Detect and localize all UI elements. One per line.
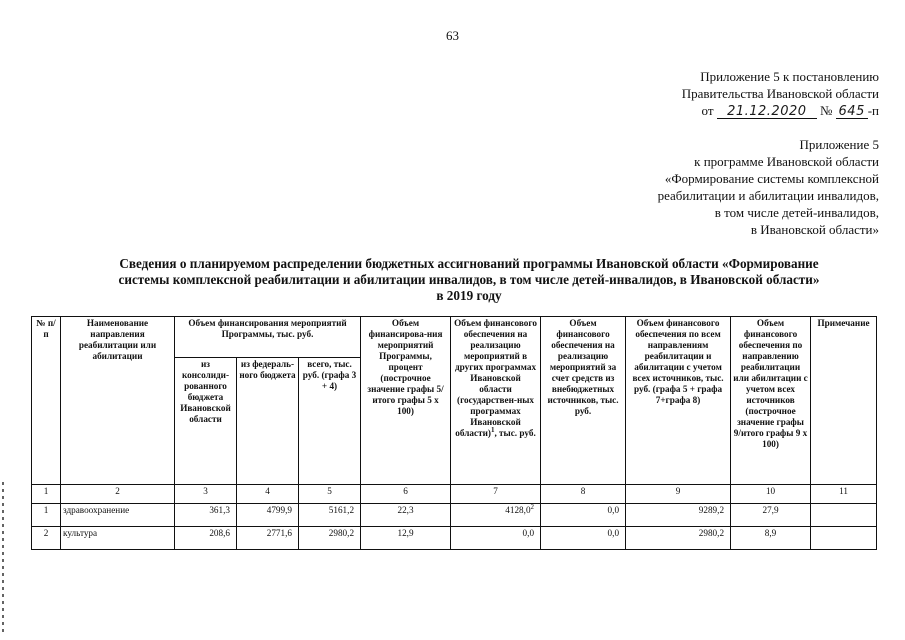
column-number: 3 — [175, 485, 237, 504]
cell-regional-budget: 208,6 — [175, 527, 237, 550]
column-number: 7 — [451, 485, 541, 504]
table-row — [32, 504, 877, 527]
cell-note — [811, 527, 877, 550]
annex-line: в том числе детей-инвалидов, — [714, 205, 879, 220]
row-direction-name: здравоохранение — [61, 504, 175, 527]
number-sign: № — [820, 103, 833, 118]
table-row — [32, 527, 877, 550]
annex-line: в Ивановской области» — [750, 222, 879, 237]
title-line: системы комплексной реабилитации и абилитации инвалидов, в том числе детей-инвалидов, в Ивановской области» — [118, 272, 820, 287]
column-number-row — [32, 485, 877, 504]
column-number: 5 — [299, 485, 361, 504]
title-line: Сведения о планируемом распределении бюджетных ассигнований программы Ивановской области «Формирование — [119, 256, 819, 271]
annex-resolution-reference — [682, 68, 879, 119]
scan-edge-mark — [2, 482, 4, 632]
handwritten-date: 21.12.2020 — [717, 105, 817, 119]
header-regional-budget: из консолиди-рованного бюджета Ивановской области — [175, 358, 237, 485]
cell-total: 2980,2 — [299, 527, 361, 550]
header-program-funding: Объем финансирования мероприятий Программы, тыс. руб. — [175, 317, 361, 358]
handwritten-number: 645 — [836, 105, 868, 119]
cell-extrabudgetary: 0,0 — [541, 504, 626, 527]
cell-funding-percent: 22,3 — [361, 504, 451, 527]
header-row — [32, 317, 877, 358]
annex-date-line — [682, 102, 879, 119]
annex-line: Приложение 5 — [799, 137, 879, 152]
column-number: 9 — [626, 485, 731, 504]
row-number: 2 — [32, 527, 61, 550]
column-number: 1 — [32, 485, 61, 504]
header-other-programs-text: Объем финансового обеспечения на реализацию мероприятий в других программах Ивановской области (государствен-ных программах Ивановской области) — [454, 318, 537, 438]
row-direction-name: культура — [61, 527, 175, 550]
header-extrabudgetary: Объем финансового обеспечения на реализацию мероприятий за счет средств из внебюджетных источников, тыс. руб. — [541, 317, 626, 485]
header-other-programs-unit: , тыс. руб. — [494, 428, 536, 438]
cell-all-sources: 9289,2 — [626, 504, 731, 527]
cell-federal-budget: 4799,9 — [237, 504, 299, 527]
document-title — [60, 256, 878, 304]
cell-all-sources-percent: 8,9 — [731, 527, 811, 550]
header-federal-budget: из федераль-ного бюджета — [237, 358, 299, 485]
header-total: всего, тыс. руб. (графа 3 + 4) — [299, 358, 361, 485]
cell-other-programs-value: 0,0 — [522, 528, 535, 538]
column-number: 2 — [61, 485, 175, 504]
number-suffix: -п — [867, 103, 879, 118]
cell-all-sources-percent: 27,9 — [731, 504, 811, 527]
from-label: от — [701, 103, 714, 118]
page-number: 63 — [446, 28, 459, 43]
header-funding-percent: Объем финансирова-ния мероприятий Программы, процент (построчное значение графы 5/итого графы 5 х 100) — [361, 317, 451, 485]
title-line: в 2019 году — [436, 288, 502, 303]
cell-other-programs — [451, 504, 541, 527]
header-other-programs — [451, 317, 541, 485]
cell-regional-budget: 361,3 — [175, 504, 237, 527]
annex-line: «Формирование системы комплексной — [664, 171, 879, 186]
cell-other-programs — [451, 527, 541, 550]
column-number: 11 — [811, 485, 877, 504]
cell-other-programs-value: 4128,0 — [505, 505, 531, 515]
cell-note — [811, 504, 877, 527]
cell-total: 5161,2 — [299, 504, 361, 527]
cell-funding-percent: 12,9 — [361, 527, 451, 550]
budget-allocation-table — [31, 316, 877, 550]
annex-line: к программе Ивановской области — [694, 154, 879, 169]
cell-extrabudgetary: 0,0 — [541, 527, 626, 550]
annex-line: Правительства Ивановской области — [681, 86, 879, 101]
column-number: 8 — [541, 485, 626, 504]
header-note: Примечание — [811, 317, 877, 485]
annex-line: Приложение 5 к постановлению — [700, 69, 879, 84]
cell-federal-budget: 2771,6 — [237, 527, 299, 550]
column-number: 4 — [237, 485, 299, 504]
footnote-marker: 1 — [490, 425, 495, 434]
column-number: 10 — [731, 485, 811, 504]
header-direction: Наименование направления реабилитации или абилитации — [61, 317, 175, 485]
annex-line: реабилитации и абилитации инвалидов, — [657, 188, 879, 203]
header-number: № п/п — [32, 317, 61, 485]
footnote-marker: 2 — [530, 502, 535, 511]
annex-program-reference — [658, 136, 879, 238]
column-number: 6 — [361, 485, 451, 504]
header-all-sources: Объем финансового обеспечения по всем направлениям реабилитации и абилитации с учетом всех источников, тыс. руб. (графа 5 + графа 7+графа 8) — [626, 317, 731, 485]
cell-all-sources: 2980,2 — [626, 527, 731, 550]
row-number: 1 — [32, 504, 61, 527]
header-all-sources-percent: Объем финансового обеспечения по направлению реабилитации или абилитации с учетом всех источников (построчное значение графы 9/итого графы 9 х 100) — [731, 317, 811, 485]
